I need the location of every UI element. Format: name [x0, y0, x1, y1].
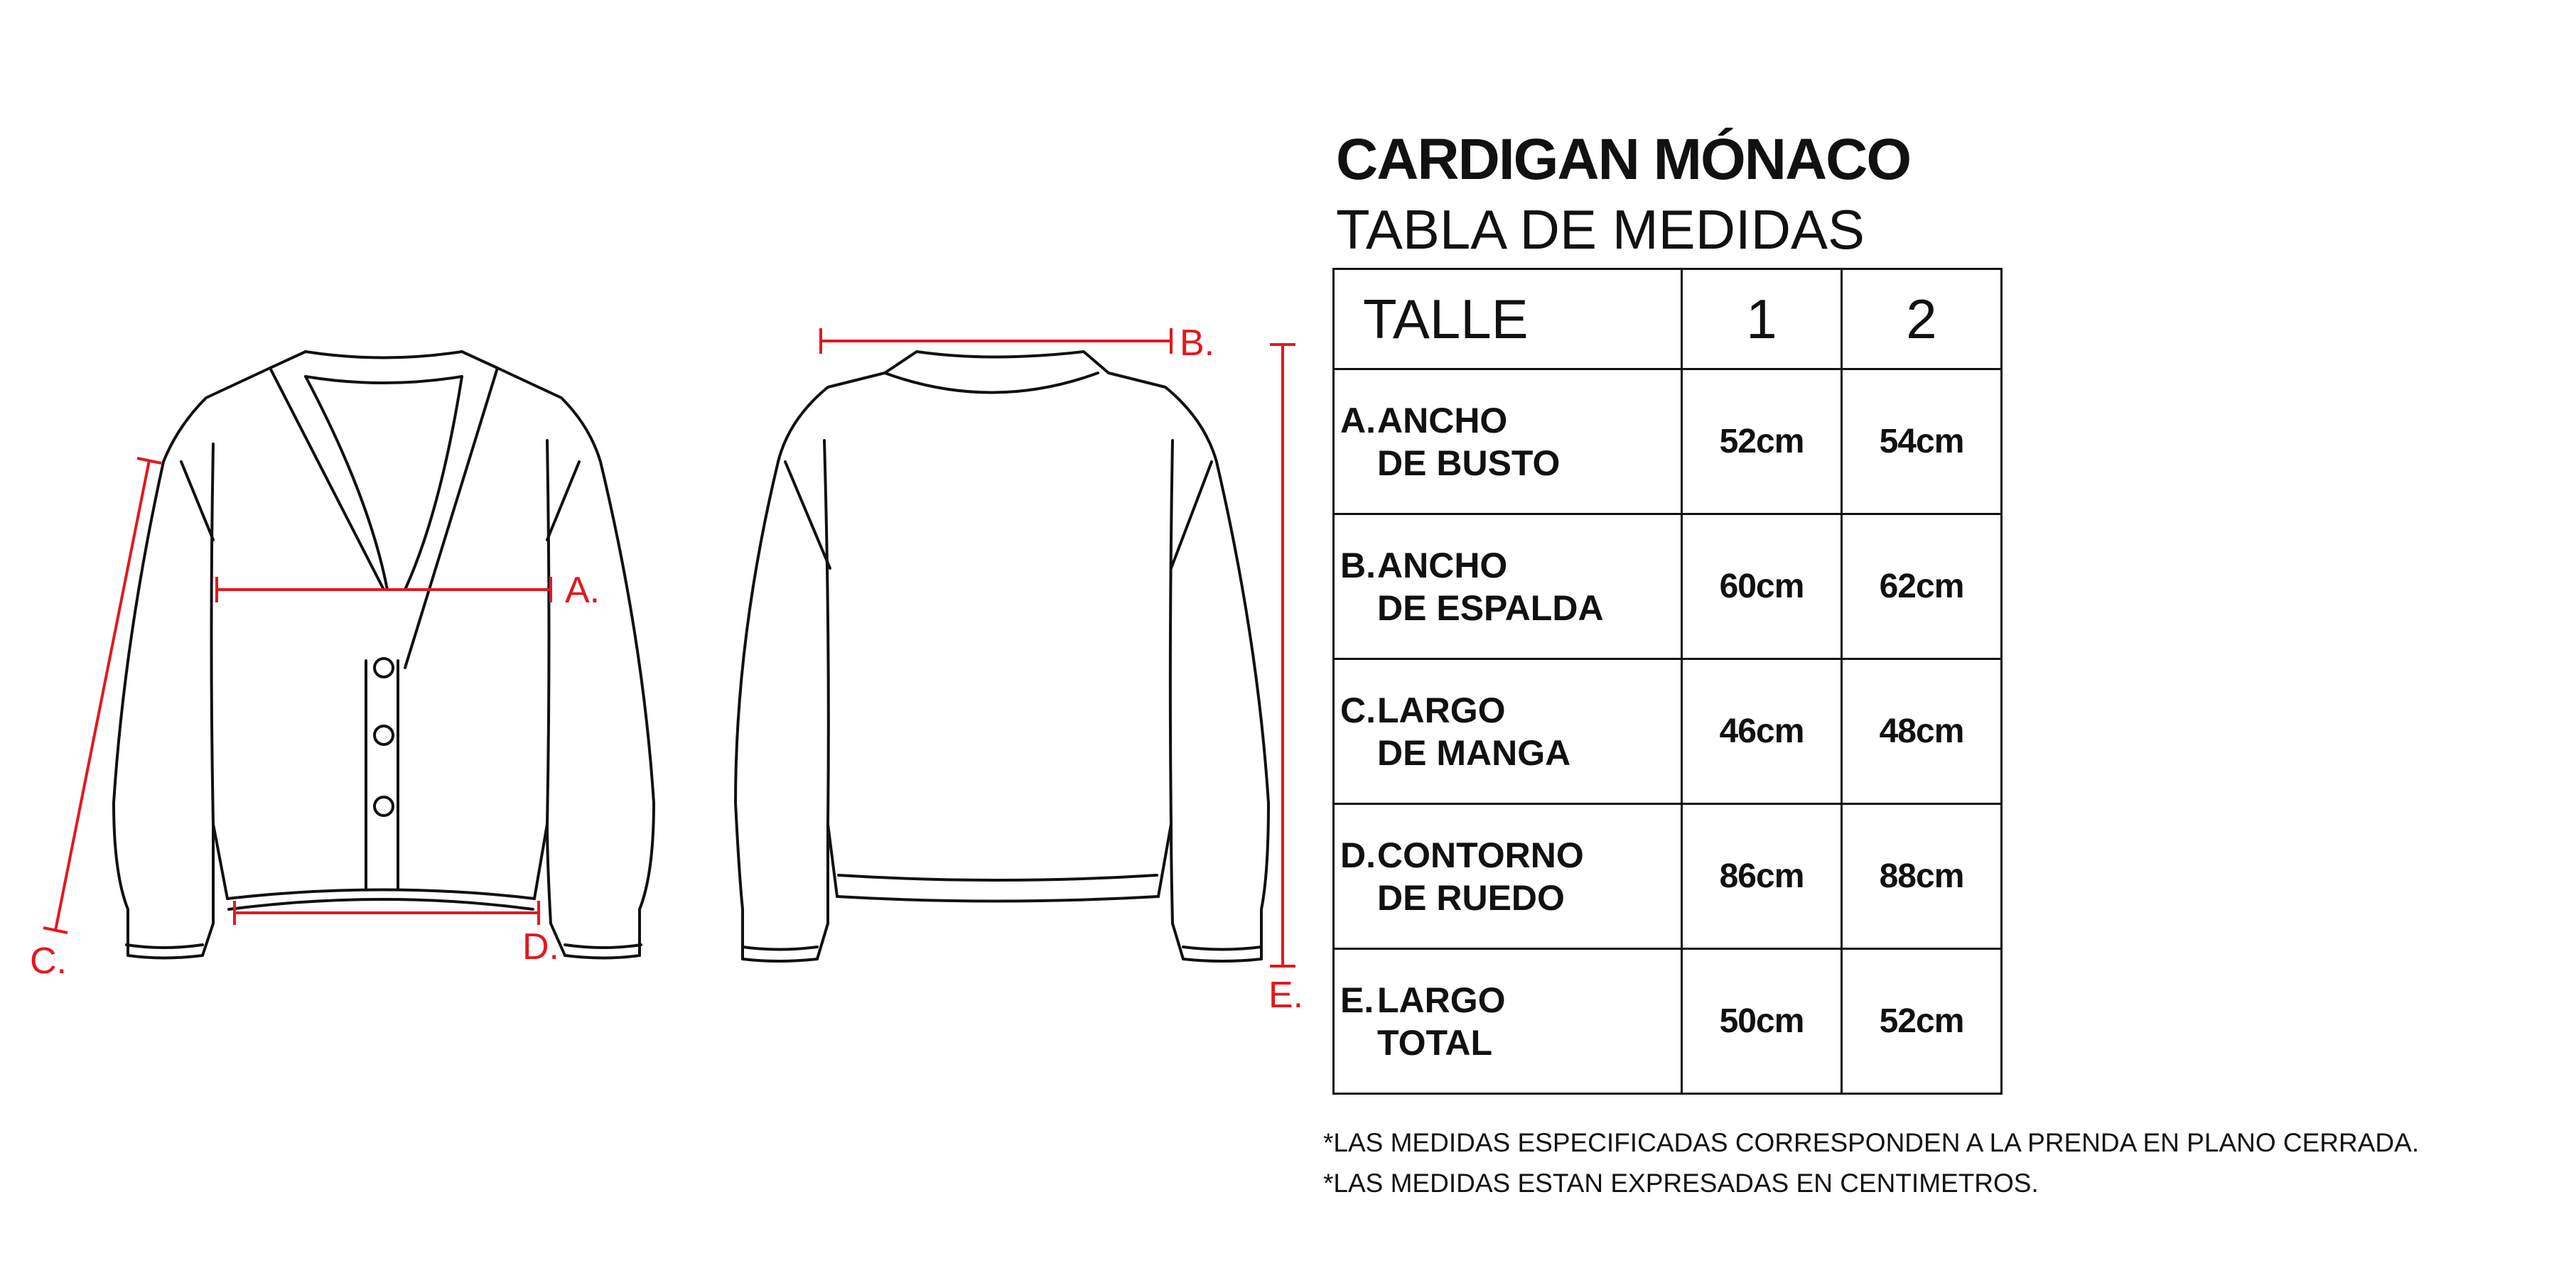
measure-name-cell	[1334, 514, 1682, 659]
measure-value-size-2: 52cm	[1842, 949, 2002, 1094]
cardigan-back-drawing	[735, 352, 1268, 961]
measure-name-line1: LARGO	[1377, 690, 1506, 730]
measure-value-size-1: 46cm	[1682, 659, 1842, 804]
measure-name	[1377, 834, 1584, 919]
table-row	[1334, 659, 2002, 804]
measure-value-size-1: 86cm	[1682, 804, 1842, 949]
table-row	[1334, 514, 2002, 659]
measure-value-size-2: 48cm	[1842, 659, 2002, 804]
measure-label-c: C.	[30, 941, 67, 982]
table-row	[1334, 949, 2002, 1094]
column-header-size-2: 2	[1842, 269, 2002, 369]
measure-line-a	[217, 577, 551, 602]
measure-name-line2: DE ESPALDA	[1377, 587, 1604, 628]
measure-name	[1377, 544, 1604, 629]
measure-value-size-2: 54cm	[1842, 369, 2002, 514]
measure-label-a: A.	[565, 570, 600, 611]
measure-name-line2: DE BUSTO	[1377, 443, 1561, 483]
table-row	[1334, 369, 2002, 514]
measure-value-size-1: 52cm	[1682, 369, 1842, 514]
measure-label-d: D.	[522, 926, 559, 968]
measure-name-line1: ANCHO	[1377, 400, 1508, 440]
measure-name-line2: TOTAL	[1377, 1022, 1493, 1063]
measure-name-line1: CONTORNO	[1377, 835, 1584, 875]
measure-name-cell	[1334, 949, 1682, 1094]
table-row	[1334, 804, 2002, 949]
column-header-size-1: 1	[1682, 269, 1842, 369]
measure-value-size-2: 62cm	[1842, 514, 2002, 659]
table-header-row	[1334, 269, 2002, 369]
measure-letter: B.	[1340, 545, 1376, 585]
measure-letter: E.	[1340, 980, 1374, 1020]
size-table	[1332, 268, 2003, 1095]
measure-name	[1377, 979, 1506, 1064]
product-title: CARDIGAN MÓNACO	[1336, 127, 1911, 192]
size-chart-heading: TABLA DE MEDIDAS	[1336, 198, 1865, 261]
measure-label-e: E.	[1268, 975, 1304, 1016]
measure-name-line2: DE RUEDO	[1377, 877, 1565, 918]
measure-letter: A.	[1340, 400, 1376, 440]
measure-name	[1377, 399, 1560, 484]
measure-label-b: B.	[1180, 323, 1215, 364]
measure-value-size-2: 88cm	[1842, 804, 2002, 949]
measure-name-line1: ANCHO	[1377, 545, 1508, 585]
measure-name	[1377, 689, 1570, 774]
measure-value-size-1: 50cm	[1682, 949, 1842, 1094]
measure-line-b	[821, 328, 1171, 354]
measure-letter: D.	[1340, 835, 1376, 875]
measure-name-line2: DE MANGA	[1377, 732, 1571, 773]
footnote-units: *LAS MEDIDAS ESTAN EXPRESADAS EN CENTIMETROS.	[1323, 1169, 2039, 1198]
measure-name-cell	[1334, 369, 1682, 514]
measure-letter: C.	[1340, 690, 1376, 730]
measure-name-cell	[1334, 659, 1682, 804]
footnote-flat-measurement: *LAS MEDIDAS ESPECIFICADAS CORRESPONDEN A LA PRENDA EN PLANO CERRADA.	[1323, 1128, 2420, 1157]
measure-name-cell	[1334, 804, 1682, 949]
measure-line-e	[1270, 345, 1295, 966]
measure-value-size-1: 60cm	[1682, 514, 1842, 659]
measure-name-line1: LARGO	[1377, 980, 1506, 1020]
column-header-size: TALLE	[1334, 269, 1682, 369]
measure-line-c	[43, 458, 161, 933]
cardigan-front-drawing	[114, 352, 654, 958]
measurement-lines	[43, 328, 1295, 966]
